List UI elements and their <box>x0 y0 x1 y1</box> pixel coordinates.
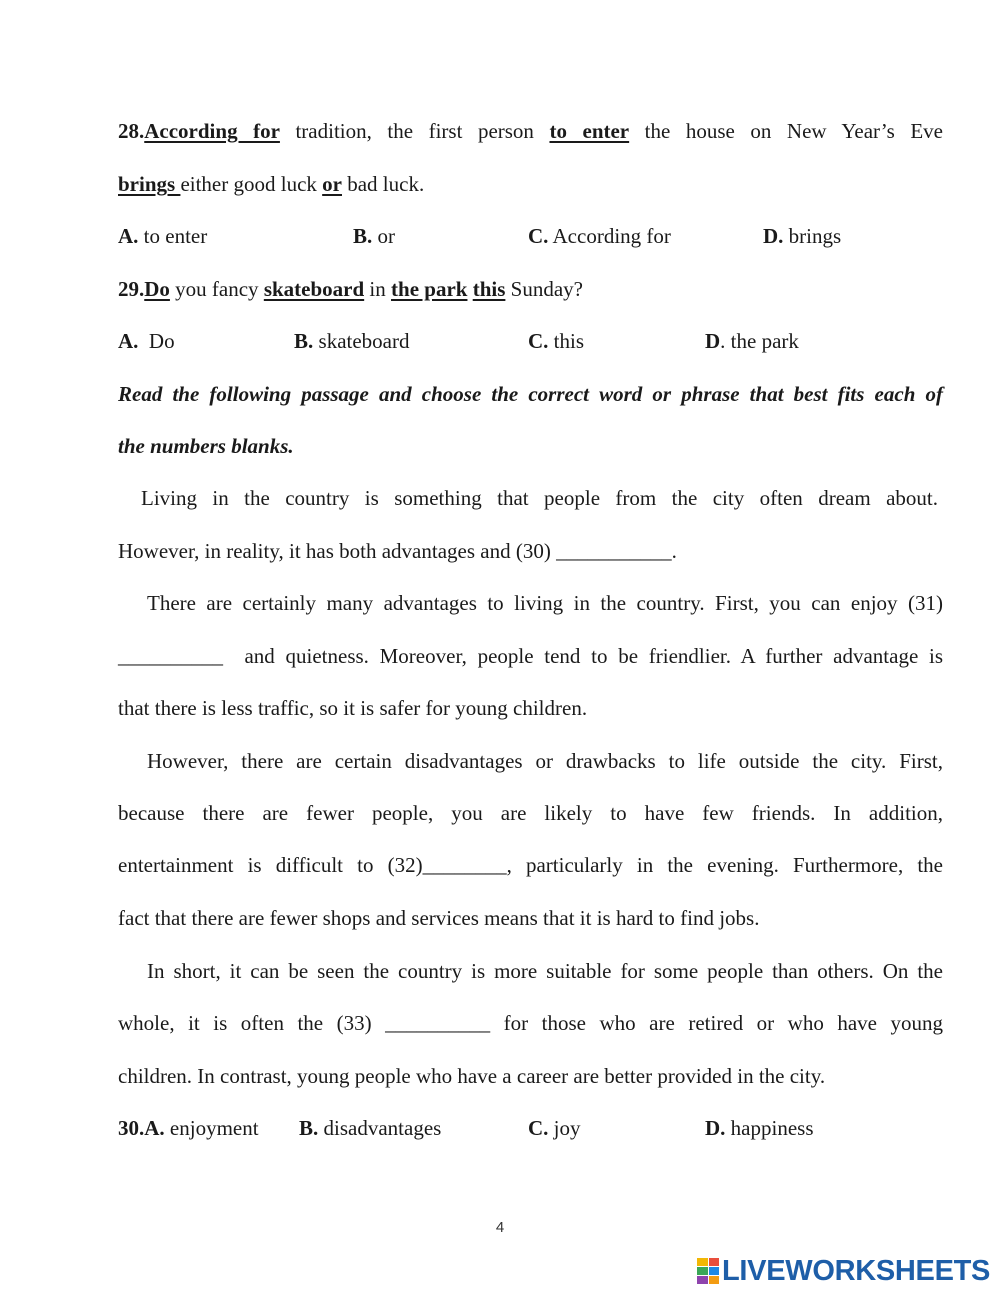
option-text: brings <box>783 224 842 248</box>
liveworksheets-logo-text: LIVEWORKSHEETS <box>722 1254 991 1287</box>
q29-option-d[interactable] <box>705 328 799 354</box>
liveworksheets-logo-icon <box>697 1258 719 1284</box>
q30-option-a[interactable] <box>118 1115 259 1141</box>
q29-option-b[interactable] <box>294 328 409 354</box>
q28-underlined-or: or <box>322 172 342 196</box>
instruction-line-2: the numbers blanks. <box>118 434 294 458</box>
passage-p2-line-1: There are certainly many advantages to living in the country. First, you can enjoy (31) <box>147 591 943 615</box>
liveworksheets-logo[interactable] <box>697 1254 990 1288</box>
q29-line <box>118 276 943 302</box>
option-text: enjoyment <box>164 1116 259 1140</box>
passage-p4-line-3: children. In contrast, young people who have a career are better provided in the city. <box>118 1064 826 1088</box>
q28-text: tradition, the first person <box>279 119 550 143</box>
option-letter: B. <box>299 1116 319 1140</box>
option-text: disadvantages <box>318 1116 442 1140</box>
q29-text: you fancy <box>169 277 264 301</box>
option-text: to enter <box>138 224 208 248</box>
q29-text: Sunday? <box>505 277 583 301</box>
option-letter: C. <box>528 1116 549 1140</box>
q28-option-d[interactable] <box>763 223 841 249</box>
q30-option-d[interactable] <box>705 1115 814 1141</box>
q28-text: bad luck. <box>341 172 425 196</box>
q28-underlined-to-enter: to enter <box>549 119 630 143</box>
q28-text: either good luck <box>180 172 323 196</box>
q29-number: 29. <box>118 277 145 301</box>
q28-underlined-according-for: According for <box>144 119 280 143</box>
option-letter: C. <box>528 224 549 248</box>
q30-option-b[interactable] <box>299 1115 441 1141</box>
option-text: . the park <box>720 329 799 353</box>
option-letter: C. <box>528 329 549 353</box>
q28-option-c[interactable] <box>528 223 671 249</box>
option-letter: A. <box>118 329 139 353</box>
q28-line-2 <box>118 171 943 197</box>
passage-p3-line-3: entertainment is difficult to (32)________, particularly in the evening. Furthermore, the <box>118 853 943 877</box>
passage-p1-line-2: However, in reality, it has both advantages and (30) ___________. <box>118 539 677 563</box>
passage-p1-line-1: Living in the country is something that people from the city often dream about. <box>141 486 938 510</box>
option-letter: A. <box>144 1116 165 1140</box>
q28-text: the house on New Year’s Eve <box>629 119 943 143</box>
option-text: Do <box>138 329 175 353</box>
q28-option-b[interactable] <box>353 223 395 249</box>
page-number: 4 <box>495 1219 505 1236</box>
option-letter: B. <box>353 224 373 248</box>
option-letter: A. <box>118 224 139 248</box>
q28-number: 28. <box>118 119 145 143</box>
passage-p2-line-2: __________ and quietness. Moreover, people tend to be friendlier. A further advantage is <box>118 644 943 668</box>
q28-underlined-brings: brings <box>118 172 181 196</box>
q29-option-c[interactable] <box>528 328 584 354</box>
q28-line-1 <box>118 118 943 144</box>
option-letter: D. <box>705 1116 726 1140</box>
option-text: or <box>372 224 396 248</box>
option-letter: B. <box>294 329 314 353</box>
passage-p4-line-2: whole, it is often the (33) __________ for those who are retired or who have young <box>118 1011 943 1035</box>
passage-p3-line-1: However, there are certain disadvantages or drawbacks to life outside the city. First, <box>147 749 943 773</box>
option-text: happiness <box>725 1116 814 1140</box>
option-letter: D <box>705 329 721 353</box>
q29-option-a[interactable] <box>118 328 175 354</box>
option-text: this <box>548 329 585 353</box>
passage-p2-line-3: that there is less traffic, so it is safer for young children. <box>118 696 588 720</box>
passage-p3-line-2: because there are fewer people, you are likely to have few friends. In addition, <box>118 801 943 825</box>
option-text: According for <box>548 224 671 248</box>
option-letter: D. <box>763 224 784 248</box>
passage-p3-line-4: fact that there are fewer shops and services means that it is hard to find jobs. <box>118 906 760 930</box>
passage-p4-line-1: In short, it can be seen the country is more suitable for some people than others. On the <box>147 959 943 983</box>
q29-underlined-this: this <box>472 277 506 301</box>
q29-underlined-skateboard: skateboard <box>263 277 365 301</box>
instruction-line-1: Read the following passage and choose the correct word or phrase that best fits each of <box>118 382 943 406</box>
q30-number: 30. <box>118 1116 145 1140</box>
q28-option-a[interactable] <box>118 223 207 249</box>
q29-underlined-do: Do <box>144 277 170 301</box>
q30-option-c[interactable] <box>528 1115 581 1141</box>
q29-underlined-the-park: the park <box>391 277 468 301</box>
option-text: skateboard <box>313 329 410 353</box>
option-text: joy <box>548 1116 581 1140</box>
q29-text: in <box>364 277 392 301</box>
